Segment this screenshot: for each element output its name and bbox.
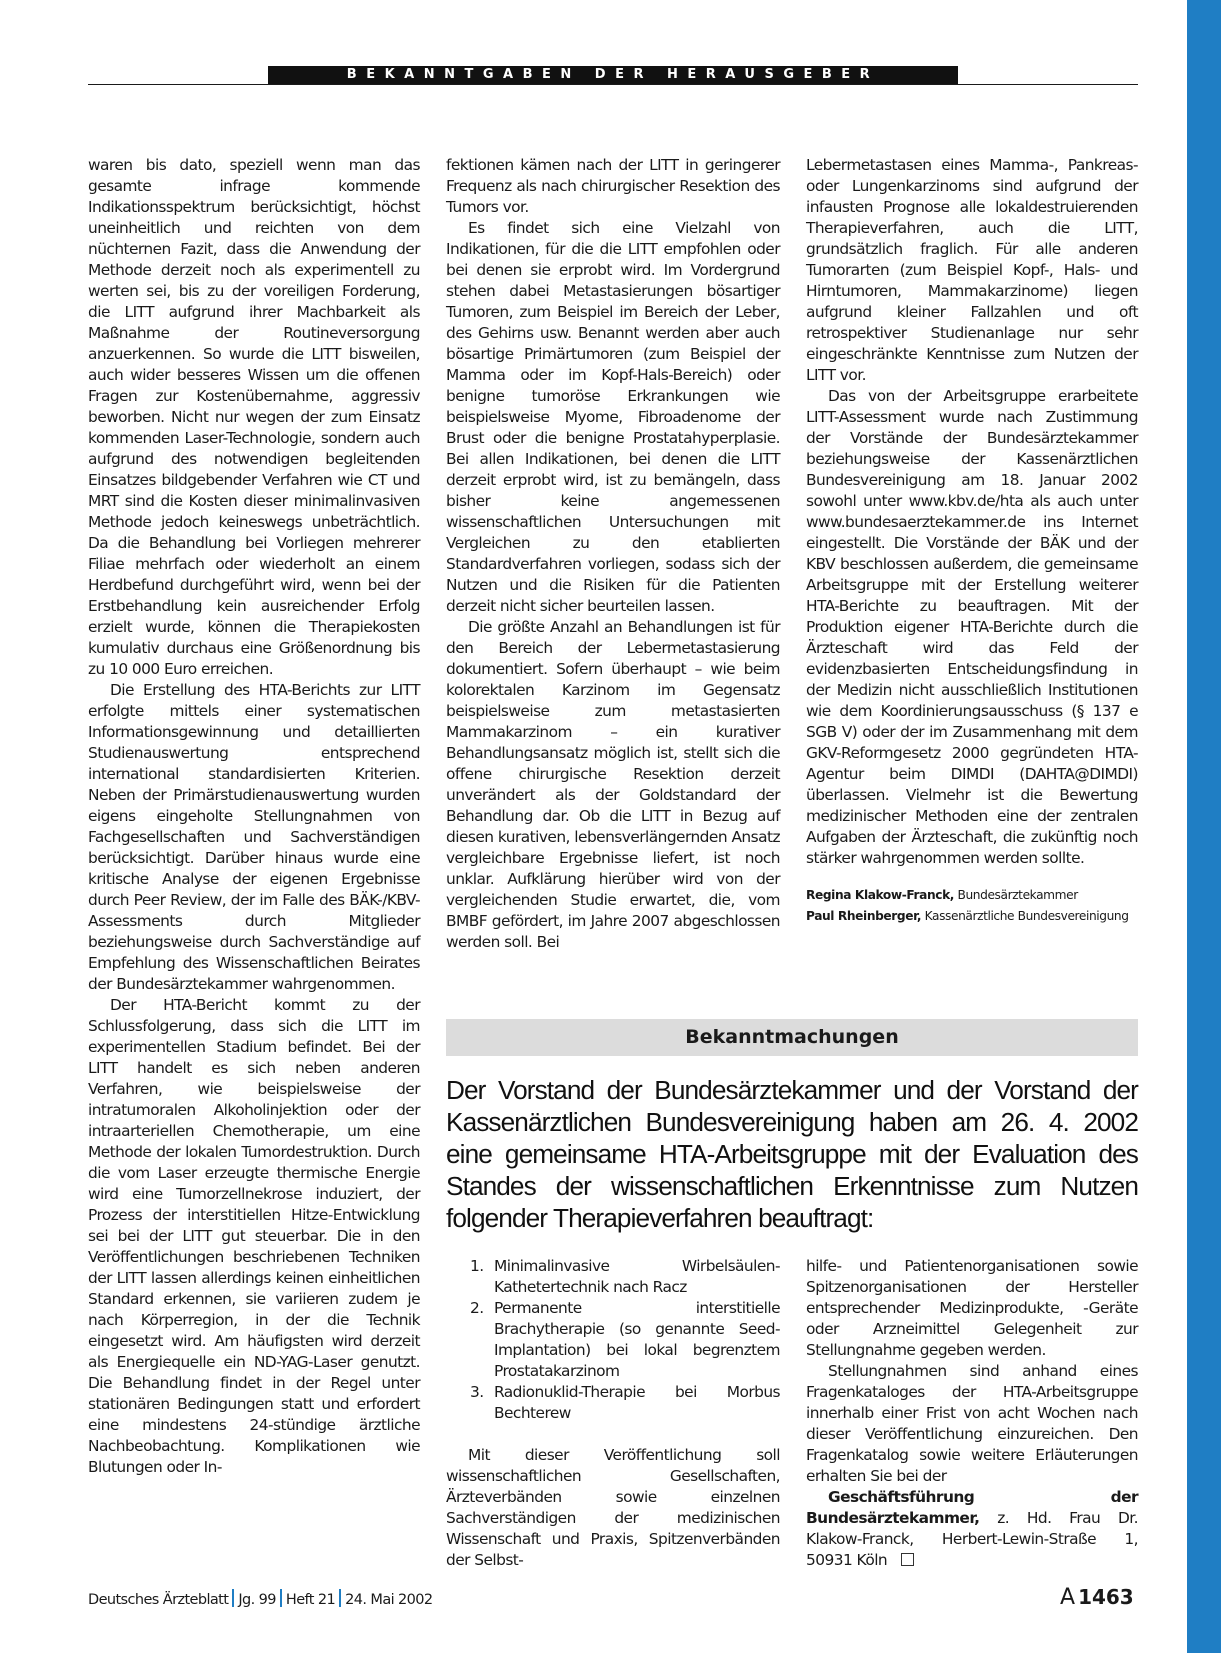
paragraph: Der HTA-Bericht kommt zu der Schlussfolgerung, dass sich die LITT im experimentellen Stadium befindet. Bei der LITT handelt es sich neben anderen Verfahren, wie beispielsweise der intratumoralen Alkoholinjektion oder der intraarteriellen Chemotherapie, um eine Methode der lokalen Tumordestruktion. Durch die vom Laser erzeugte thermische Energie wird eine Tumorzellnekrose induziert, der Prozess der interstitiellen Hitze-Entwicklung sei bei der LITT gut steuerbar. Die in den Veröffentlichungen beschriebenen Techniken der LITT lassen allerdings keinen einheitlichen Standard erkennen, sie variieren zudem je nach Körperregion, in der die Technik eingesetzt wird. Am häufigsten wird derzeit als Energiequelle ein ND-YAG-Laser genutzt. Die Behandlung findet in der Regel unter stationären Bedingungen statt und erfordert eine mindestens 24-stündige ärztliche Nachbeobachtung. Komplikationen wie Blutungen oder In-: [88, 996, 420, 1476]
contact-org: Geschäftsführung der Bundesärztekammer,: [806, 1488, 1138, 1527]
paragraph: Stellungnahmen sind anhand eines Fragenkataloges der HTA-Arbeitsgruppe innerhalb einer Frist von acht Wochen nach dieser Veröffentlichung einzureichen. Den Fragenkatalog sowie weitere Erläuterungen erhalten Sie bei der: [806, 1362, 1138, 1485]
list-number: 2.: [470, 1299, 484, 1317]
footer-citation: [88, 1589, 433, 1610]
paragraph: fektionen kämen nach der LITT in geringerer Frequenz als nach chirurgischer Resektion des Tumors vor.: [446, 156, 780, 216]
signature-block: [806, 885, 1138, 927]
section-header: BEKANNTGABEN DER HERAUSGEBER: [268, 66, 958, 84]
paragraph: Das von der Arbeitsgruppe erarbeitete LITT-Assessment wurde nach Zustimmung der Vorstände der Bundesärztekammer beziehungsweise der Kassenärztlichen Bundesvereinigung am 18. Januar 2002 sowohl unter www.kbv.de/hta als auch unter www.bundesaerztekammer.de ins Internet eingestellt. Die Vorstände der BÄK und der KBV beschlossen außerdem, die gemeinsame Arbeitsgruppe mit der Erstellung weiterer HTA-Berichte zu beauftragen. Mit der Produktion eigener HTA-Berichte durch die Ärzteschaft wird das Feld der evidenzbasierten Entscheidungsfindung in der Medizin nicht ausschließlich Institutionen wie dem Koordinierungsausschuss (§ 137 e SGB V) oder der im Zusammenhang mit dem GKV-Reformgesetz 2000 gegründeten HTA-Agentur beim DIMDI (DAHTA@DIMDI) überlassen. Vielmehr ist die Bewertung medizinischer Methoden eine der zentralen Aufgaben der Ärzteschaft, die zukünftig noch stärker wahrgenommen werden sollte.: [806, 387, 1138, 867]
author-org: Bundesärztekammer: [957, 888, 1078, 902]
journal-name: Deutsches Ärzteblatt: [88, 1592, 229, 1608]
text-column-2: [446, 155, 780, 985]
end-of-article-icon: [901, 1553, 914, 1566]
author-org: Kassenärztliche Bundesvereinigung: [924, 909, 1129, 923]
issue: Heft 21: [285, 1592, 336, 1608]
footer-separator: [280, 1589, 282, 1607]
list-number: 1.: [470, 1257, 484, 1275]
page-number: [1060, 1584, 1134, 1611]
contact-paragraph: [806, 1487, 1138, 1571]
paragraph: hilfe- und Patientenorganisationen sowie Spitzenorganisationen der Hersteller entsprechender Medizinprodukte, -Geräte oder Arzneimittel Gelegenheit zur Stellungnahme gegeben werden.: [806, 1257, 1138, 1359]
text-column-1: [88, 155, 420, 1535]
contact-address: z. Hd. Frau Dr. Klakow-Franck, Herbert-Lewin-Straße 1, 50931 Köln: [806, 1509, 1139, 1569]
header-rule: [88, 84, 1138, 85]
paragraph: Es findet sich eine Vielzahl von Indikationen, für die die LITT empfohlen oder bei denen sie erprobt wird. Im Vordergrund stehen dabei Metastasierungen bösartiger Tumoren, zum Beispiel im Bereich der Leber, des Gehirns usw. Benannt werden aber auch bösartige Primärtumoren (zum Beispiel der Mamma oder im Kopf-Hals-Bereich) oder benigne tumoröse Erkrankungen wie beispielsweise Myome, Fibroadenome der Brust oder die benigne Prostatahyperplasie. Bei allen Indikationen, bei denen die LITT derzeit erprobt wird, ist zu bemängeln, dass bisher keine angemessenen wissenschaftlichen Untersuchungen mit Vergleichen zu den etablierten Standardverfahren vorliegen, sodass sich der Nutzen und die Risiken für die Patienten derzeit nicht sicher beurteilen lassen.: [446, 219, 780, 615]
list-text: Minimalinvasive Wirbelsäulen-Kathetertechnik nach Racz: [494, 1257, 780, 1296]
author-name: Regina Klakow-Franck,: [806, 888, 955, 902]
author-name: Paul Rheinberger,: [806, 909, 922, 923]
notice-lead: Der Vorstand der Bundesärztekammer und der Vorstand der Kassenärztlichen Bundesvereinigung haben am 26. 4. 2002 eine gemeinsame HTA-Arbeitsgruppe mit der Evaluation des Standes der wissenschaftlichen Erkenntnisse zum Nutzen folgender Therapieverfahren beauftragt:: [446, 1075, 1138, 1233]
text-column-3: [806, 155, 1138, 923]
paragraph: Die Erstellung des HTA-Berichts zur LITT erfolgte mittels einer systematischen Informationsgewinnung und detaillierten Studienauswertung entsprechend international standardisierten Kriterien. Neben der Primärstudienauswertung wurden eigens eingeholte Stellungnahmen von Fachgesellschaften und Sachverständigen berücksichtigt. Darüber hinaus wurde eine kritische Analyse der eigenen Ergebnisse durch Peer Review, der im Falle des BÄK-/KBV-Assessments durch Mitglieder beziehungsweise durch Sachverständige auf Empfehlung des Wissenschaftlichen Beirates der Bundesärztekammer wahrgenommen.: [88, 681, 420, 993]
notice-heading: Bekanntmachungen: [446, 1019, 1138, 1056]
list-text: Radionuklid-Therapie bei Morbus Bechterew: [494, 1383, 780, 1422]
list-number: 3.: [470, 1383, 484, 1401]
list-item: [446, 1256, 780, 1298]
therapy-list: [446, 1256, 780, 1424]
volume: Jg. 99: [238, 1592, 276, 1608]
paragraph: Lebermetastasen eines Mamma-, Pankreas- oder Lungenkarzinoms sind aufgrund der infausten Prognose alle lokaldestruierenden Therapieverfahren, auch die LITT, grundsätzlich fraglich. Für alle anderen Tumorarten (zum Beispiel Kopf-, Hals- und Hirntumoren, Mammakarzinome) liegen aufgrund kleiner Fallzahlen und oft retrospektiver Studienanlage nur sehr eingeschränkte Kenntnisse zum Nutzen der LITT vor.: [806, 156, 1138, 384]
issue-date: 24. Mai 2002: [345, 1592, 433, 1608]
paragraph: waren bis dato, speziell wenn man das gesamte infrage kommende Indikationsspektrum berücksichtigt, höchst uneinheitlich und reichten von dem nüchternen Fazit, dass die Anwendung der Methode derzeit noch als experimentell zu werten sei, bis zu der voreiligen Forderung, die LITT aufgrund ihrer Machbarkeit als Maßnahme der Routineversorgung anzuerkennen. So wurde die LITT bisweilen, auch wider besseres Wissen um die offenen Fragen zur Kostenübernahme, aggressiv beworben. Nicht nur wegen der zum Einsatz kommenden Laser-Technologie, sondern auch aufgrund des notwendigen begleitenden Einsatzes bildgebender Verfahren wie CT und MRT sind die Kosten dieser minimalinvasiven Methode jedoch keineswegs unbeträchtlich. Da die Behandlung bei Vorliegen mehrerer Filiae mehrfach oder wiederholt an einem Herdbefund durchgeführt wird, wenn bei der Erstbehandlung kein ausreichender Erfolg erzielt wurde, können die Therapiekosten kumulativ durchaus eine Größenordnung bis zu 10 000 Euro erreichen.: [88, 156, 420, 678]
notice-column-right: [806, 1256, 1139, 1569]
list-text: Permanente interstitielle Brachytherapie (so genannte Seed-Implantation) bei lokal begrenztem Prostatakarzinom: [494, 1299, 780, 1380]
signature: [806, 885, 1138, 906]
blue-margin-bar: [1187, 0, 1221, 1653]
footer-separator: [339, 1589, 341, 1607]
page-prefix: A: [1060, 1585, 1076, 1610]
list-item: [446, 1382, 780, 1424]
paragraph: Die größte Anzahl an Behandlungen ist für den Bereich der Lebermetastasierung dokumentiert. Sofern überhaupt – wie beim kolorektalen Karzinom im Gegensatz beispielsweise zum metastasierten Mammakarzinom – ein kurativer Behandlungsansatz möglich ist, stellt sich die offene chirurgische Resektion derzeit unverändert als der Goldstandard der Behandlung dar. Ob die LITT in Bezug auf diesen kurativen, lebensverlängernden Ansatz vergleichbare Ergebnisse liefert, ist noch unklar. Aufklärung hierüber wird von der vergleichenden Studie erwartet, die, vom BMBF gefördert, im Jahre 2007 abgeschlossen werden soll. Bei: [446, 618, 780, 951]
footer-separator: [232, 1589, 234, 1607]
notice-column-left: [446, 1256, 780, 1569]
signature: [806, 906, 1138, 927]
page-number-value: 1463: [1078, 1585, 1134, 1609]
paragraph: Mit dieser Veröffentlichung soll wissenschaftlichen Gesellschaften, Ärzteverbänden sowie einzelnen Sachverständigen der medizinischen Wissenschaft und Praxis, Spitzenverbänden der Selbst-: [446, 1446, 780, 1569]
list-item: [446, 1298, 780, 1382]
